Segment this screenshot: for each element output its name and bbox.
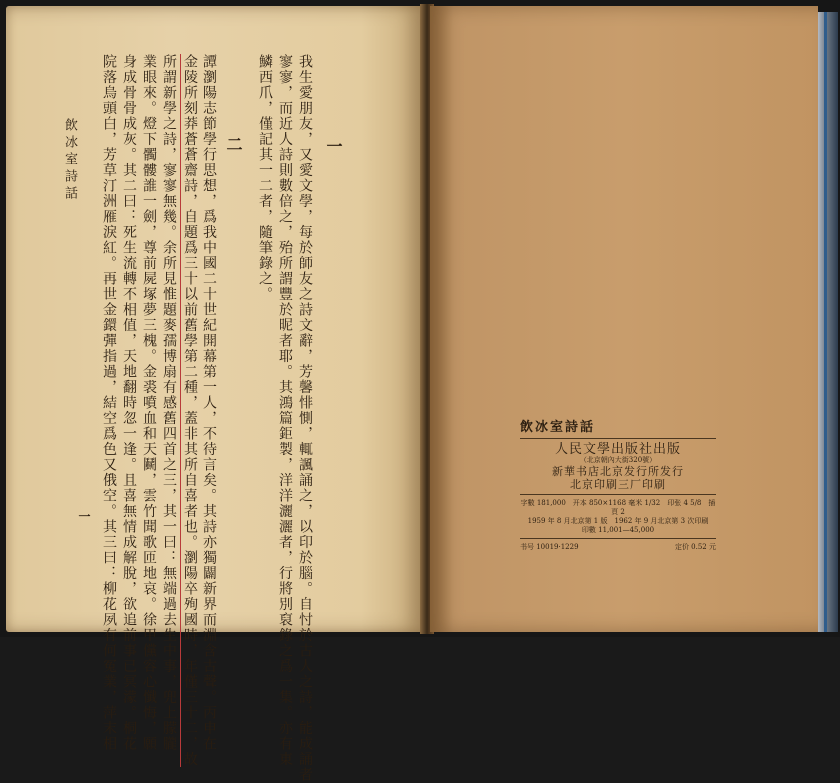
colophon [520, 416, 716, 552]
section-2-mark: 二 [224, 136, 243, 152]
colophon-specs: 字數 181,000 开本 850×1168 毫米 1/32 印张 4 5/8 插頁 2 [520, 499, 716, 516]
colophon-printer: 北京印刷三厂印刷 [570, 478, 666, 491]
text-column-3: 鱗西爪，僅記其一二者，隨筆錄之。 [257, 54, 273, 302]
text-column-2: 寥寥，而近人詩則數倍之，殆所謂豐於昵者耶。其鴻篇鉅製，洋洋灑灑者，行將別裒錄之爲一集。亦有東 [277, 54, 293, 767]
text-column-7: 業眼來。燈下髑髏誰一劍，尊前屍塚夢三槐。金裘噴血和天鬭，雲竹聞歌匝地哀。徐甲儻容心懺悔，願 [141, 54, 157, 752]
running-head: 飲冰室詩話 [62, 118, 77, 203]
colophon-edition: 1959 年 8 月北京第 1 版 1962 年 9 月北京第 3 次印刷 [527, 517, 709, 525]
colophon-publisher: 人民文學出版社出版 [554, 442, 681, 457]
page-edge [818, 12, 838, 632]
text-column-8: 身成骨骨成灰。其二曰：死生流轉不相值，天地翻時忽一逢。且喜無情成解脫，欲追前事已冥濛。桐花 [121, 54, 137, 752]
folio-bottom: 一 [77, 510, 91, 522]
text-column-4: 譚瀏陽志節學行思想，爲我中國二十世紀開幕第一人，不待言矣。其詩亦獨闢新界而淵含古聲。丙申在 [201, 54, 217, 752]
text-column-5: 金陵所刻莽蒼蒼齋詩，自題爲三十以前舊學第二種，蓋非其所自喜者也。瀏陽卒殉國時，年僅三十二，故 [182, 54, 198, 767]
text-column-6: 所謂新學之詩，寥寥無幾。余所見惟題麥孺博扇有感舊四首之三，其一曰：無端過去生中事，兜上朦朧 [161, 54, 177, 752]
colophon-catalog-number: 书号 10019·1229 [520, 543, 579, 551]
section-1-mark: 一 [324, 138, 343, 154]
colophon-publisher-address: （北京朝內大街320號） [579, 456, 657, 464]
colophon-rule-bottom [520, 538, 716, 539]
colophon-footer [520, 543, 716, 552]
colophon-rule-top [520, 438, 716, 439]
text-column-9: 院落烏頭白，芳草汀洲雁淚紅。再世金鐶彈指過，結空爲色又俄空。其三曰：柳花夙有何冤業，萍末相 [101, 54, 117, 752]
colophon-distributor: 新華书店北京发行所发行 [552, 465, 684, 478]
colophon-print-run: 印數 11,001—45,000 [581, 526, 655, 534]
colophon-price: 定价 0.52 元 [674, 543, 716, 551]
colophon-rule-mid [520, 494, 716, 495]
colophon-book-title: 飲冰室詩話 [520, 420, 596, 435]
text-column-1: 我生愛朋友，又愛文學，每於師友之詩文辭，芳馨悱惻，輒諷誦之，以印於腦。自忖於古人之詩，能成誦者 [297, 54, 313, 783]
